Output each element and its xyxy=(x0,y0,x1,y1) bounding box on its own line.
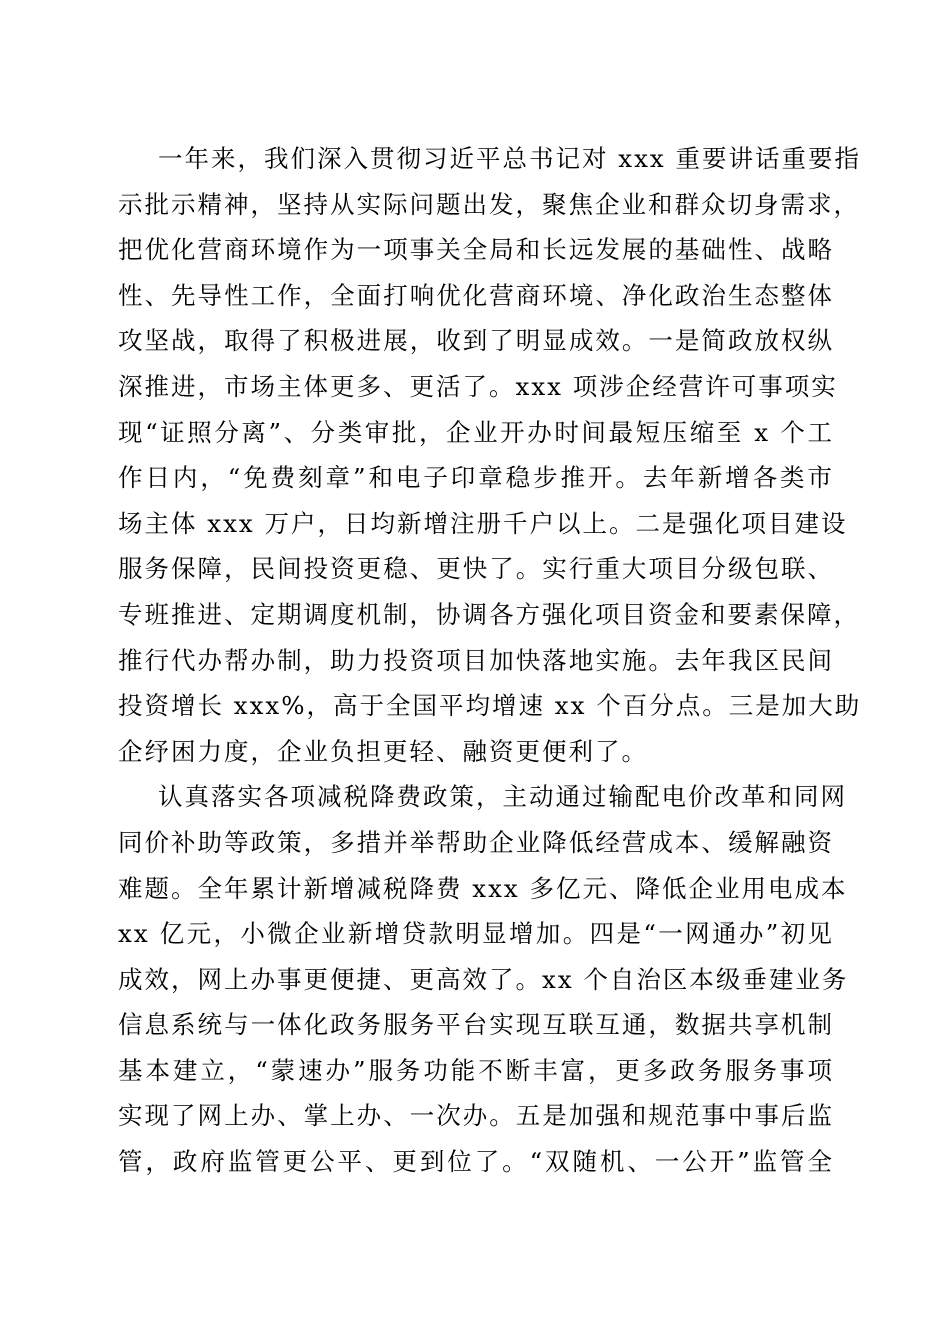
text-line: 认真落实各项减税降费政策，主动通过输配电价改革和同网 xyxy=(158,782,847,812)
document-body xyxy=(118,136,862,1185)
text-line: 把优化营商环境作为一项事关全局和长远发展的基础性、战略 xyxy=(118,235,834,265)
text-line: 同价补助等政策，多措并举帮助企业降低经营成本、缓解融资 xyxy=(118,827,834,857)
text-line: 实现了网上办、掌上办、一次办。五是加强和规范事中事后监 xyxy=(118,1101,834,1131)
text-line: 一年来，我们深入贯彻习近平总书记对 xxx 重要讲话重要指 xyxy=(158,144,862,173)
text-line: 管，政府监管更公平、更到位了。“双随机、一公开”监管全 xyxy=(118,1147,834,1177)
text-line: 成效，网上办事更便捷、更高效了。xx 个自治区本级垂建业务 xyxy=(118,964,849,994)
text-line: 投资增长 xxx%，高于全国平均增速 xx 个百分点。三是加大助 xyxy=(118,691,862,721)
text-line: 攻坚战，取得了积极进展，收到了明显成效。一是简政放权纵 xyxy=(118,326,834,356)
text-line: 示批示精神，坚持从实际问题出发，聚焦企业和群众切身需求， xyxy=(118,189,860,219)
text-line: 基本建立，“蒙速办”服务功能不断丰富，更多政务服务事项 xyxy=(118,1055,834,1085)
paragraph-2 xyxy=(118,774,849,1184)
text-line: 难题。全年累计新增减税降费 xxx 多亿元、降低企业用电成本 xyxy=(118,873,848,903)
text-line: 信息系统与一体化政务服务平台实现互联互通，数据共享机制 xyxy=(118,1010,834,1040)
text-line: 企纾困力度，企业负担更轻、融资更便利了。 xyxy=(118,736,648,766)
text-line: 场主体 xxx 万户，日均新增注册千户以上。二是强化项目建设 xyxy=(118,508,848,538)
text-line: 现“证照分离”、分类审批，企业开办时间最短压缩至 x 个工 xyxy=(118,417,834,447)
text-line: 性、先导性工作，全面打响优化营商环境、净化政治生态整体 xyxy=(118,280,834,310)
text-line: 服务保障，民间投资更稳、更快了。实行重大项目分级包联、 xyxy=(118,554,834,584)
paragraph-1 xyxy=(118,136,862,774)
text-line: 推行代办帮办制，助力投资项目加快落地实施。去年我区民间 xyxy=(118,645,834,675)
text-line: 专班推进、定期调度机制，协调各方强化项目资金和要素保障， xyxy=(118,599,860,629)
text-line: 深推进，市场主体更多、更活了。xxx 项涉企经营许可事项实 xyxy=(118,371,838,401)
text-line: 作日内，“免费刻章”和电子印章稳步推开。去年新增各类市 xyxy=(118,463,834,493)
text-line: xx 亿元，小微企业新增贷款明显增加。四是“一网通办”初见 xyxy=(118,919,834,949)
